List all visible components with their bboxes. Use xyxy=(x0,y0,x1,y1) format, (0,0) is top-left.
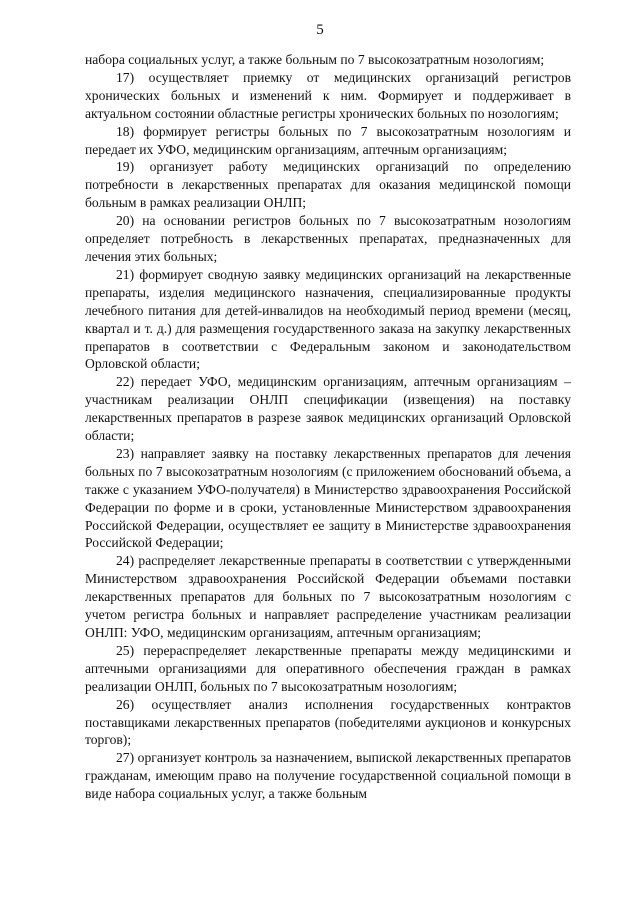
paragraph-item-27: 27) организует контроль за назначением, выпиской лекарственных препаратов гражданам, имеющим право на получение государственной социальной помощи в виде набора социальных услуг, а также больным xyxy=(85,750,571,802)
paragraph-item-25: 25) перераспределяет лекарственные препараты между медицинскими и аптечными организациями для оперативного обеспечения граждан в рамках реализации ОНЛП, больных по 7 высокозатратным нозологиям; xyxy=(85,642,571,694)
document-body xyxy=(85,51,571,803)
paragraph-item-19: 19) организует работу медицинских организаций по определению потребности в лекарственных препаратах для оказания медицинской помощи больным в рамках реализации ОНЛП; xyxy=(85,159,571,211)
paragraph-item-20: 20) на основании регистров больных по 7 высокозатратным нозологиям определяет потребность в лекарственных препаратах, предназначенных для лечения этих больных; xyxy=(85,213,571,264)
paragraph-item-21: 21) формирует сводную заявку медицинских организаций на лекарственные препараты, изделия медицинского назначения, специализированные продукты лечебного питания для детей-инвалидов на необходимый период времени (месяц, квартал и т. д.) для размещения государственного заказа на закупку лекарственных препаратов в соответствии с Федеральным законом и законодательством Орловской области; xyxy=(85,266,571,372)
page-number: 5 xyxy=(316,22,324,38)
paragraph-item-24: 24) распределяет лекарственные препараты в соответствии с утвержденными Министерством здравоохранения Российской Федерации объемами поставки лекарственных препаратов для больных по 7 высокозатратным нозологиям с учетом регистра больных и направляет распределение участникам реализации ОНЛП: УФО, медицинским организациям, аптечным организациям; xyxy=(85,553,571,640)
paragraph-item-23: 23) направляет заявку на поставку лекарственных препаратов для лечения больных по 7 высокозатратным нозологиям (с приложением обоснований объема, а также с указанием УФО-получателя) в Министерство здравоохранения Российской Федерации по форме и в сроки, установленные Министерством здравоохранения Российской Федерации, осуществляет ее защиту в Министерстве здравоохранения Российской Федерации; xyxy=(85,445,571,551)
paragraph-item-26: 26) осуществляет анализ исполнения государственных контрактов поставщиками лекарственных препаратов (победителями аукционов и конкурсных торгов); xyxy=(85,696,571,748)
paragraph-item-18: 18) формирует регистры больных по 7 высокозатратным нозологиям и передает их УФО, медицинским организациям, аптечным организациям; xyxy=(85,123,571,157)
paragraph-item-22: 22) передает УФО, медицинским организациям, аптечным организациям – участникам реализации ОНЛП спецификации (извещения) на поставку лекарственных препаратов в разрезе заявок медицинских организаций Орловской области; xyxy=(85,374,571,444)
paragraph-item-17: 17) осуществляет приемку от медицинских организаций регистров хронических больных и изменений к ним. Формирует и поддерживает в актуальном состоянии областные регистры хронических больных по нозологиям; xyxy=(85,69,571,121)
paragraph-continuation: набора социальных услуг, а также больным по 7 высокозатратным нозологиям; xyxy=(85,52,545,67)
